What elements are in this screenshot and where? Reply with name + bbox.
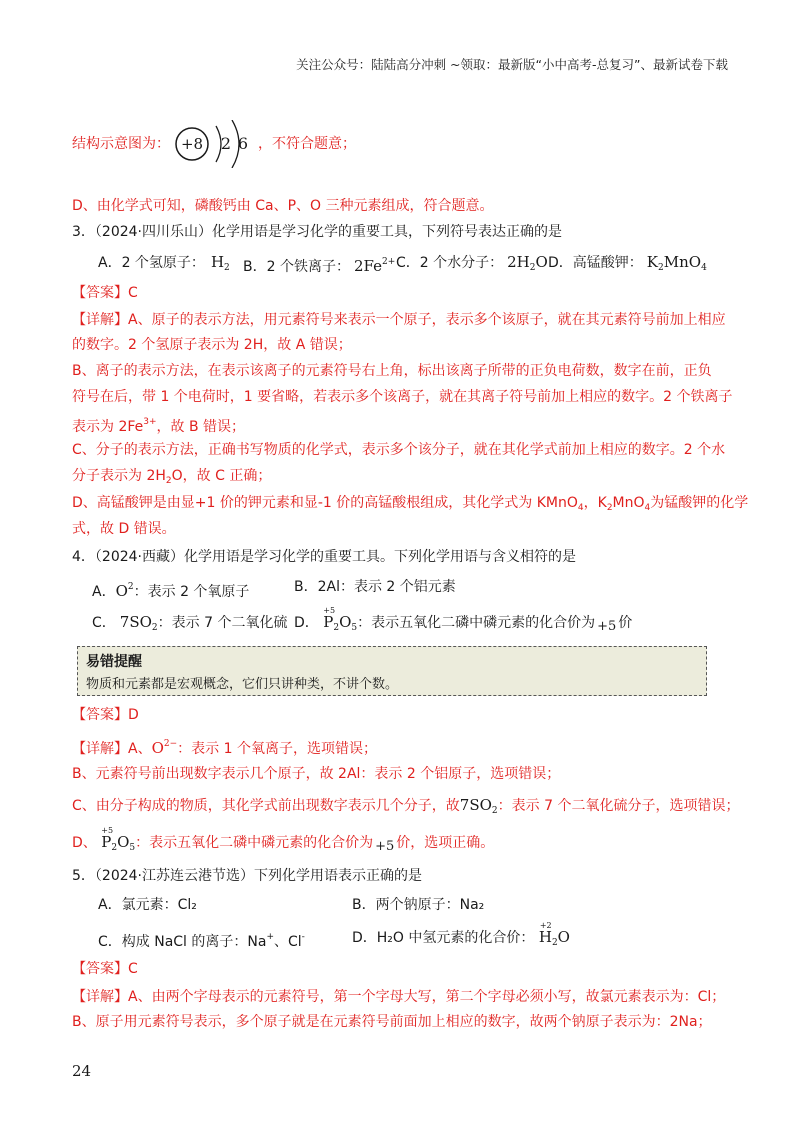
q3-explain-line: 式，故 D 错误。 [72,521,176,537]
q5-stem: 5．（2024·江苏连云港节选）下列化学用语表示正确的是 [72,868,422,884]
q5-explain-line: B、原子用元素符号表示，多个原子就是在元素符号前面加上相应的数字，故两个钠原子表示为：2Na； [72,1014,712,1030]
q3-option-b-formula: $2Fe^{2+}$ [353,257,396,275]
q4-option-d: D． +5 $P_2O_5$：表示五氧化二磷中磷元素的化合价为 +5 价 [294,606,633,634]
q4-explain-line: C、由分子构成的物质，其化学式前出现数字表示几个分子，故$7SO_2$：表示 7 个二氧化硫分子，选项错误； [72,796,740,816]
q4-explain-line: B、元素符号前出现数字表示几个原子，故 2Al：表示 2 个铝原子，选项错误； [72,766,561,782]
q3-explain-line: B、离子的表示方法，在表示该离子的元素符号右上角，标出该离子所带的正负电荷数，数字在前，正负 [72,363,712,379]
q3-explain-line: D、高锰酸钾是由显+1 价的钾元素和显-1 价的高锰酸根组成，其化学式为 KMnO$_4$，$K_2MnO_4$为锰酸钾的化学 [72,495,749,513]
q3-option-a [98,252,230,278]
q5-answer: 【答案】C [72,961,138,977]
page-header: 关注公众号：陆陆高分冲刺 ~领取：最新版“小中高考-总复习”、最新试卷下载 [296,57,728,72]
q3-option-b-label: B．2 个铁离子： [243,259,350,275]
tip-title: 易错提醒 [86,654,142,670]
q4-explain-line: D、 +5 $P_2O_5$：表示五氧化二磷中磷元素的化合价为 +5 价，选项正确。 [72,826,495,854]
q4-answer: 【答案】D [72,707,139,723]
q3-option-d-label: D．高锰酸钾： [548,255,643,271]
struct-suffix: ，不符合题意； [258,136,356,152]
q3-option-b [243,252,395,277]
struct-prefix: 结构示意图为： [72,136,170,152]
q3-option-d-formula: $K_2MnO_4$ [646,253,707,273]
shell1-electrons: 2 [220,134,232,153]
q4-option-c: C． $7SO_2$：表示 7 个二氧化硫 [92,613,288,633]
q3-option-a-formula: $H_2$ [210,253,230,273]
q5-option-b: B．两个钠原子：Na₂ [352,897,485,913]
q4-option-b: B．2Al：表示 2 个铝元素 [294,579,456,595]
q3-option-c-formula: $2H_2O$ [507,253,548,273]
nucleus-charge: +8 [180,135,204,153]
q5-option-d: D．H₂O 中氢元素的化合价： +2 $H_2O$ [352,921,570,948]
q4-explain-line: 【详解】A、$O^{2-}$：表示 1 个氧离子，选项错误； [72,739,377,757]
q4-option-a: A．$O^2$：表示 2 个氧原子 [92,582,250,600]
page-number: 24 [72,1062,92,1080]
mistake-tip-box [77,646,707,696]
q3-option-a-label: A．2 个氢原子： [98,255,205,271]
q3-explain-line: 分子表示为 $2H_2O$，故 C 正确； [72,468,272,486]
q3-answer: 【答案】C [72,285,138,301]
q5-option-c: C．构成 NaCl 的离子：Na+、Cl- [98,932,305,950]
q2-option-d-explain: D、由化学式可知，磷酸钙由 Ca、P、O 三种元素组成，符合题意。 [72,198,494,214]
q3-explain-line: 表示为 $2Fe^{3+}$，故 B 错误； [72,417,246,435]
q5-option-a: A．氯元素：Cl₂ [98,897,197,913]
shell2-electrons: 6 [237,134,249,153]
q3-explain-line: 【详解】A、原子的表示方法，用元素符号来表示一个原子，表示多个该原子，就在其元素符号前加上相应 [72,312,726,328]
q3-explain-line: 符号在后，带 1 个电荷时，1 要省略，若表示多个该离子，就在其离子符号前加上相应的数字。2 个铁离子 [72,389,733,405]
q3-explain-line: 的数字。2 个氢原子表示为 2H，故 A 错误； [72,337,352,353]
q4-stem: 4．（2024·西藏）化学用语是学习化学的重要工具。下列化学用语与含义相符的是 [72,549,576,565]
q3-stem: 3．（2024·四川乐山）化学用语是学习化学的重要工具，下列符号表达正确的是 [72,224,562,240]
q3-option-c [396,252,548,278]
q3-explain-line: C、分子的表示方法，正确书写物质的化学式，表示多个该分子，就在其化学式前加上相应的数字。2 个水 [72,442,726,458]
q3-option-c-label: C．2 个水分子： [396,255,504,271]
atom-structure-diagram [172,120,262,168]
q5-explain-line: 【详解】A、由两个字母表示的元素符号，第一个字母大写，第二个字母必须小写，故氯元素表示为：Cl； [72,989,726,1005]
q3-option-d [548,252,707,278]
tip-body: 物质和元素都是宏观概念，它们只讲种类，不讲个数。 [86,677,399,692]
